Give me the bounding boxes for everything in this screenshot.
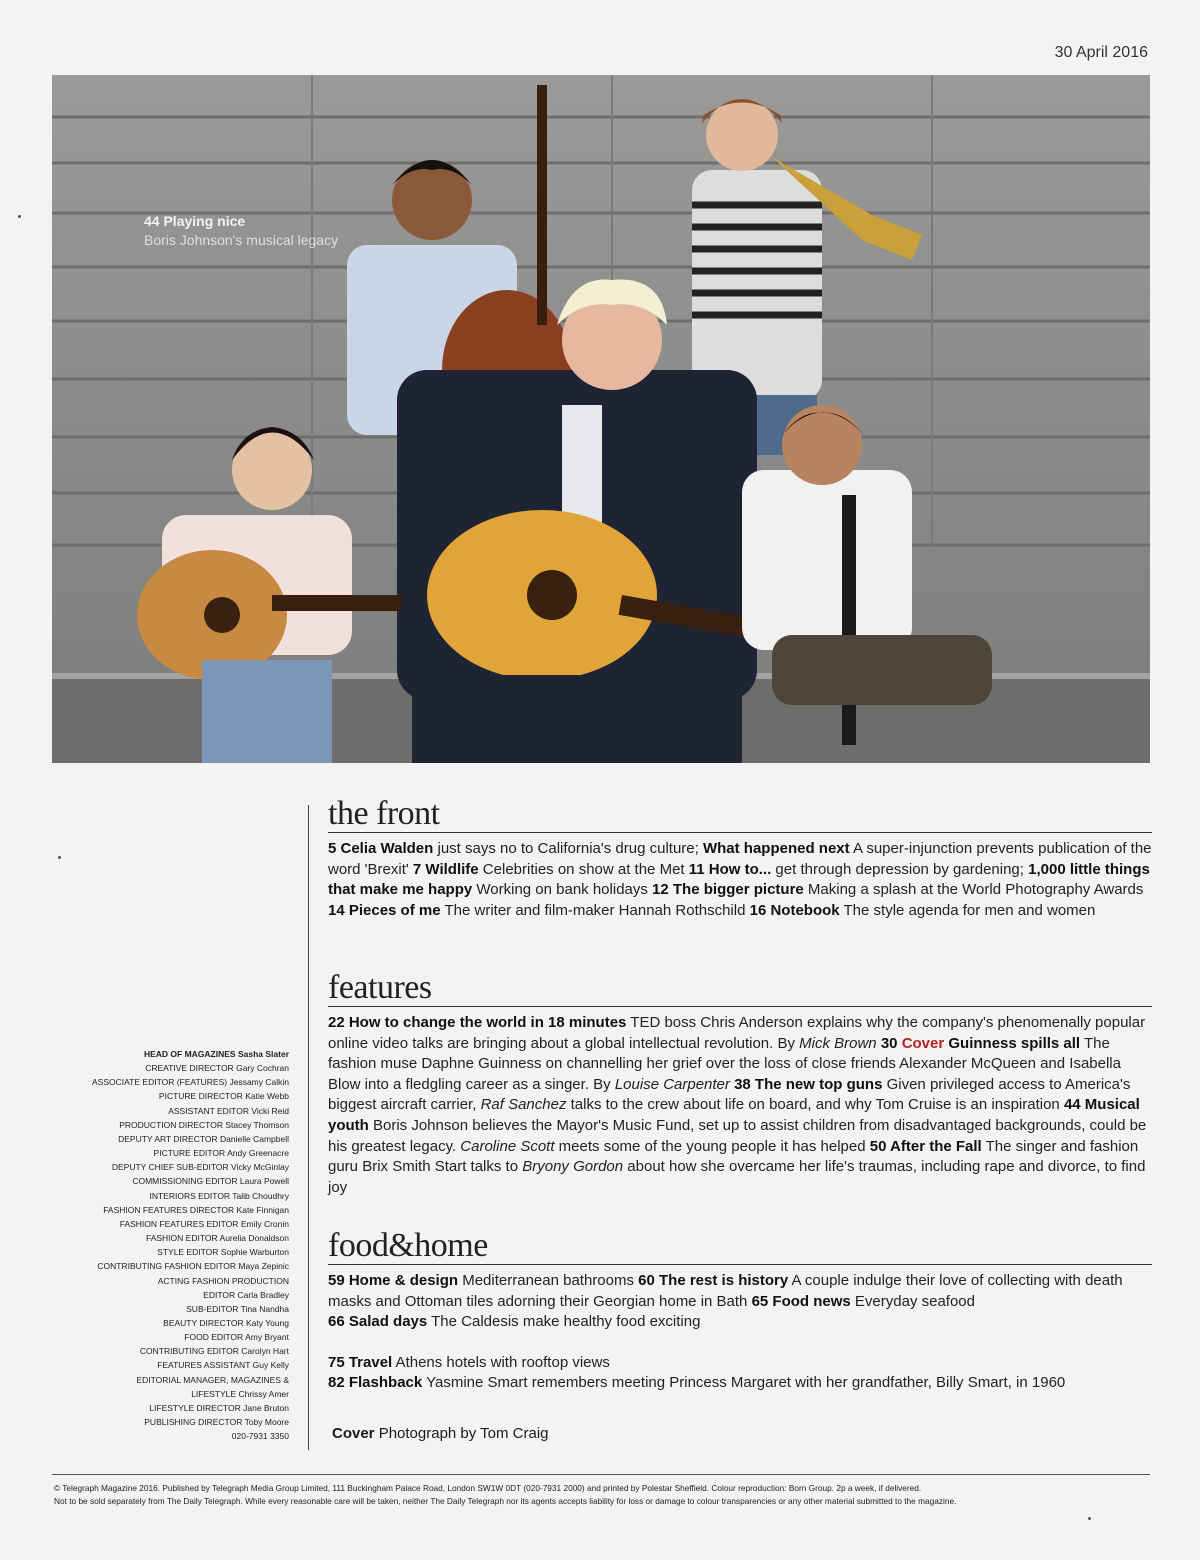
- entry-title[interactable]: 22 How to change the world in 18 minutes: [328, 1014, 627, 1031]
- staff-line: ASSOCIATE EDITOR (FEATURES) Jessamy Calkin: [92, 1077, 289, 1088]
- cover-photo: [52, 75, 1150, 763]
- staff-line: PICTURE EDITOR Andy Greenacre: [153, 1148, 289, 1159]
- entry-title[interactable]: 12 The bigger picture: [652, 881, 804, 899]
- entry-title[interactable]: 30: [876, 1034, 902, 1052]
- section-body: 5 Celia Walden just says no to California's drug culture; What happened next A super-injunction prevents publication of the word 'Brexit' 7 Wildlife Celebrities on show at the Met 11 How to... get through depression by gardening; 1,000 little things that make me happy Working on bank holidays 12 The bigger picture Making a splash at the World Photography Awards 14 Pieces of me The writer and film-maker Hannah Rothschild 16 Notebook The style agenda for men and women: [328, 840, 1152, 919]
- issue-date: 30 April 2016: [1054, 44, 1148, 61]
- staff-line: 020-7931 3350: [231, 1431, 289, 1442]
- entry-title[interactable]: 66 Salad days: [328, 1313, 428, 1331]
- cover-credit: [332, 1425, 549, 1442]
- entry-title[interactable]: 11 How to...: [688, 860, 772, 878]
- cover-credit-text: Photograph by Tom Craig: [374, 1425, 549, 1442]
- entry-title[interactable]: 5 Celia Walden: [328, 840, 434, 857]
- entry-title[interactable]: 44 Musical youth: [328, 1096, 1140, 1134]
- staff-line: FASHION FEATURES DIRECTOR Kate Finnigan: [103, 1204, 289, 1215]
- staff-line: SUB-EDITOR Tina Nandha: [186, 1303, 289, 1314]
- staff-line: CREATIVE DIRECTOR Gary Cochran: [145, 1063, 289, 1074]
- staff-line: PUBLISHING DIRECTOR Toby Moore: [144, 1417, 289, 1428]
- entry-title[interactable]: 50 After the Fall: [869, 1137, 982, 1155]
- entry-title[interactable]: 60 The rest is history: [638, 1272, 789, 1289]
- entry-title[interactable]: 59 Home & design: [328, 1272, 459, 1289]
- staff-line: COMMISSIONING EDITOR Laura Powell: [132, 1176, 289, 1187]
- column-divider: [308, 805, 309, 1450]
- staff-line: FOOD EDITOR Amy Bryant: [184, 1332, 289, 1343]
- staff-line: PICTURE DIRECTOR Katie Webb: [158, 1091, 289, 1102]
- staff-line: LIFESTYLE DIRECTOR Jane Bruton: [149, 1402, 289, 1413]
- staff-line: LIFESTYLE Chrissy Amer: [191, 1388, 289, 1399]
- staff-line: ASSISTANT EDITOR Vicki Reid: [168, 1105, 289, 1116]
- entry-title[interactable]: 82 Flashback: [328, 1374, 423, 1392]
- footer-legal: [54, 1482, 1154, 1508]
- staff-line: HEAD OF MAGAZINES Sasha Slater: [143, 1049, 289, 1059]
- entry-title[interactable]: 75 Travel: [328, 1353, 393, 1371]
- entry-title[interactable]: 38 The new top guns: [729, 1075, 883, 1093]
- section-heading: food&home: [328, 1227, 488, 1264]
- section-heading: features: [328, 969, 432, 1006]
- staff-line: FASHION FEATURES EDITOR Emily Cronin: [119, 1218, 289, 1229]
- caption-title: 44 Playing nice: [144, 213, 246, 229]
- staff-line: CONTRIBUTING FASHION EDITOR Maya Zepinic: [97, 1261, 289, 1272]
- section-rule: [328, 1264, 1152, 1265]
- footer-line-2: Not to be sold separately from The Daily Telegraph. While every reasonable care will be taken, neither The Daily Telegraph nor its agents accepts liability for loss or damage to colour transparencies or any other material submitted to the magazine.: [54, 1496, 957, 1506]
- entry-title[interactable]: 65 Food news: [751, 1292, 851, 1310]
- entry-title[interactable]: 7 Wildlife: [412, 860, 479, 878]
- section-body: 59 Home & design Mediterranean bathrooms 60 The rest is history A couple indulge their love of collecting with death masks and Ottoman tiles adorning their Georgian home in Bath 65 Food news Everyday seafood 66 Salad days The Caldesis make healthy food exciting: [328, 1272, 1123, 1331]
- entry-title[interactable]: 14 Pieces of me: [328, 901, 441, 919]
- staff-line: STYLE EDITOR Sophie Warburton: [157, 1247, 289, 1258]
- staff-line: INTERIORS EDITOR Talib Choudhry: [149, 1190, 289, 1201]
- section-body: 22 How to change the world in 18 minutes TED boss Chris Anderson explains why the company's phenomenally popular online video talks are bringing about a global intellectual revolution. By Mick Brown 30 Cover Guinness spills all The fashion muse Daphne Guinness on channelling her grief over the loss of close friends Alexander McQueen and Isabella Blow into a fledgling career as a singer. By Louise Carpenter 38 The new top guns Given privileged access to America's biggest aircraft carrier, Raf Sanchez talks to the crew about life on board, and why Tom Cruise is an inspiration 44 Musical youth Boris Johnson believes the Mayor's Music Fund, set up to assist children from disadvantaged backgrounds, could be his greatest legacy. Caroline Scott meets some of the young people it has helped 50 After the Fall The singer and fashion guru Brix Smith Start talks to Bryony Gordon about how she overcame her life's traumas, including rape and divorce, to find joy: [328, 1014, 1147, 1196]
- staff-line: DEPUTY CHIEF SUB-EDITOR Vicky McGinlay: [111, 1162, 289, 1173]
- staff-line: EDITOR Carla Bradley: [203, 1289, 289, 1300]
- scan-speck: [58, 856, 61, 859]
- section-rule: [328, 1006, 1152, 1007]
- photo-caption: [144, 213, 338, 248]
- staff-line: FEATURES ASSISTANT Guy Kelly: [157, 1360, 289, 1371]
- section-body-extra: 75 Travel Athens hotels with rooftop views 82 Flashback Yasmine Smart remembers meeting Princess Margaret with her grandfather, Billy Smart, in 1960: [328, 1353, 1066, 1392]
- scan-speck: [18, 215, 21, 218]
- staff-line: ACTING FASHION PRODUCTION: [157, 1275, 289, 1286]
- section-food-home: [328, 1228, 1152, 1394]
- footer-line-1: © Telegraph Magazine 2016. Published by Telegraph Media Group Limited, 111 Buckingham Palace Road, London SW1W 0DT (020-7931 2000) and printed by Polestar Sheffield. Colour reproduction: Born Group. 2p a week, if delivered.: [54, 1483, 922, 1493]
- entry-title[interactable]: What happened next: [702, 840, 850, 857]
- staff-line: EDITORIAL MANAGER, MAGAZINES &: [136, 1374, 289, 1385]
- entry-title[interactable]: 16 Notebook: [749, 901, 840, 919]
- section-rule: [328, 832, 1152, 833]
- entry-title[interactable]: 1,000 little things that make me happy: [328, 860, 1150, 899]
- staff-line: PRODUCTION DIRECTOR Stacey Thomson: [119, 1119, 289, 1130]
- section-heading: the front: [328, 795, 440, 832]
- cover-credit-label: Cover: [332, 1425, 375, 1442]
- staff-line: BEAUTY DIRECTOR Katy Young: [163, 1317, 289, 1328]
- caption-subtitle: Boris Johnson's musical legacy: [144, 232, 339, 248]
- section-the-front: [328, 796, 1152, 921]
- staff-line: FASHION EDITOR Aurelia Donaldson: [145, 1233, 289, 1244]
- footer-rule: [52, 1474, 1150, 1475]
- staff-line: CONTRIBUTING EDITOR Carolyn Hart: [139, 1346, 289, 1357]
- staff-line: DEPUTY ART DIRECTOR Danielle Campbell: [118, 1133, 289, 1144]
- scan-speck: [1088, 1517, 1091, 1520]
- musicians-photo-illustration: [52, 75, 1150, 763]
- staff-masthead: [40, 1047, 289, 1443]
- section-features: [328, 970, 1152, 1198]
- cover-tag: Cover: [901, 1034, 945, 1052]
